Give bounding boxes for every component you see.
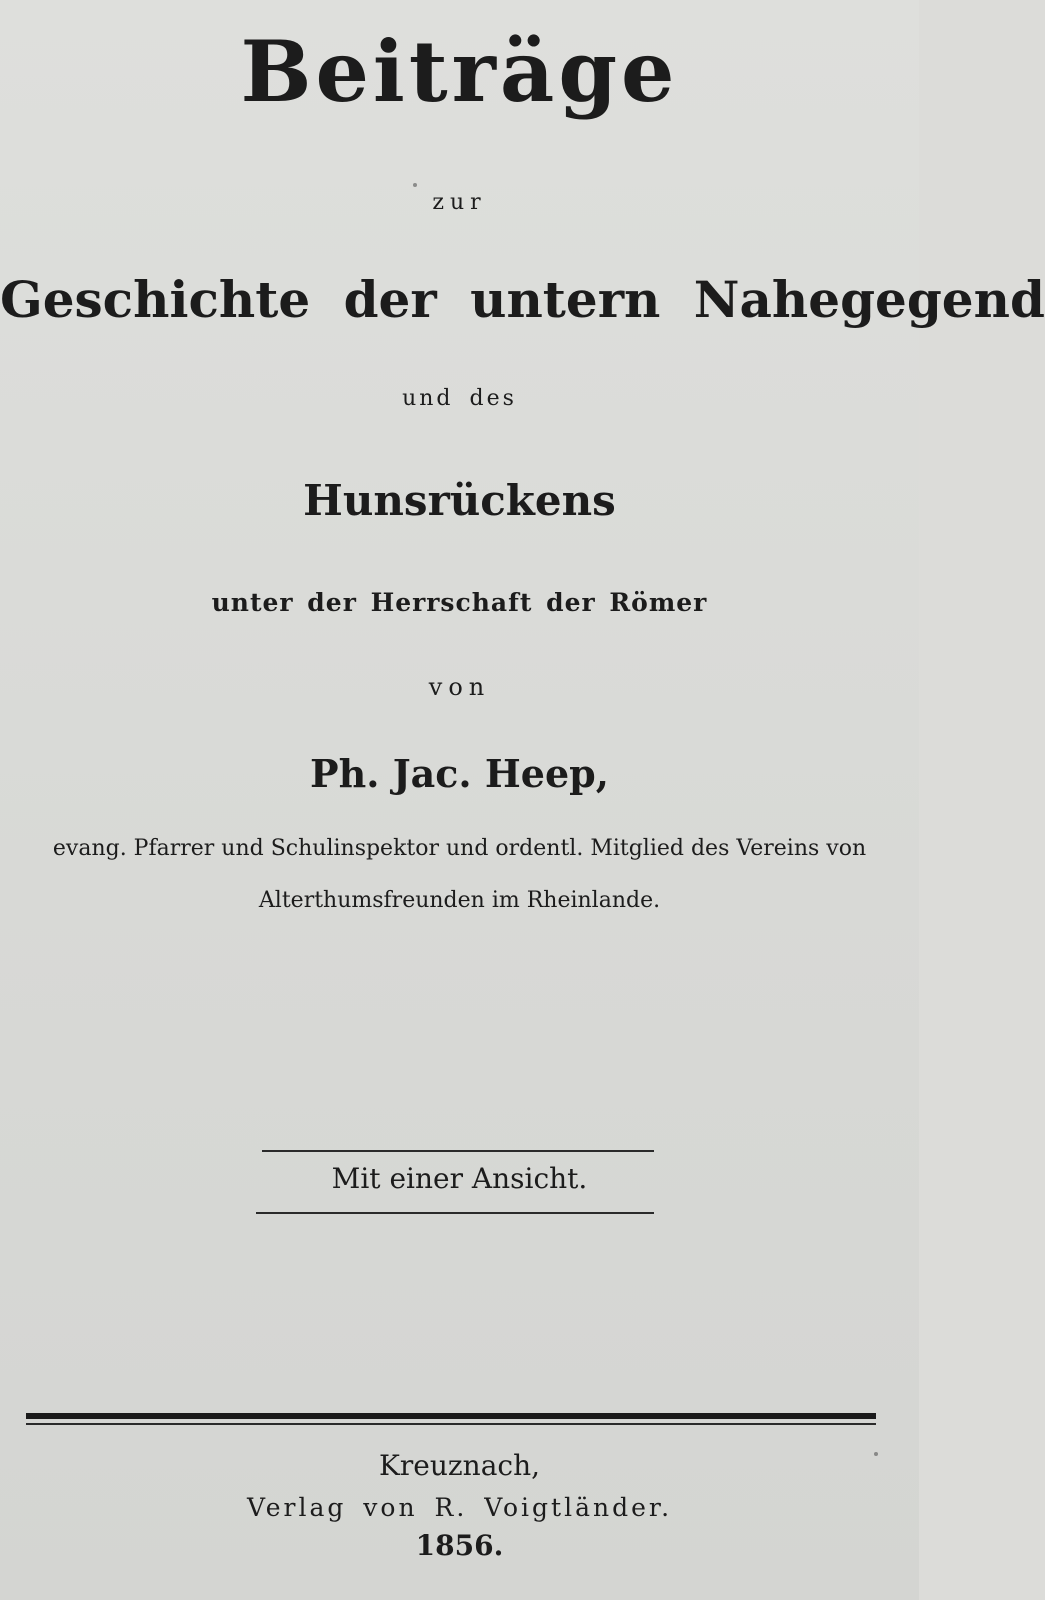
book-title: Beiträge [240, 22, 679, 121]
imprint-rule-thin [26, 1423, 876, 1425]
divider-rule-top [262, 1150, 654, 1152]
subtitle-line-1: Geschichte der untern Nahegegend [0, 270, 1045, 329]
subtitle-region: Hunsrückens [303, 476, 616, 525]
paper-speck [413, 183, 417, 187]
imprint-year: 1856. [415, 1529, 504, 1562]
illustration-note: Mit einer Ansicht. [331, 1162, 588, 1195]
subtitle-connector-und-des: und des [402, 386, 517, 411]
imprint-rule-heavy [26, 1413, 876, 1419]
imprint-place: Kreuznach, [379, 1449, 540, 1482]
author-description-line-1: evang. Pfarrer und Schulinspektor und ordentl. Mitglied des Vereins von [52, 836, 867, 861]
author-connector-von: von [428, 673, 491, 701]
author-description-line-2: Alterthumsfreunden im Rheinlande. [258, 888, 661, 913]
divider-rule-bottom [256, 1212, 654, 1214]
subtitle-line-3: unter der Herrschaft der Römer [211, 588, 708, 617]
imprint-publisher: Verlag von R. Voigtländer. [246, 1493, 673, 1522]
author-name: Ph. Jac. Heep, [310, 751, 609, 796]
title-connector-zur: zur [432, 190, 487, 215]
paper-speck [874, 1452, 878, 1456]
